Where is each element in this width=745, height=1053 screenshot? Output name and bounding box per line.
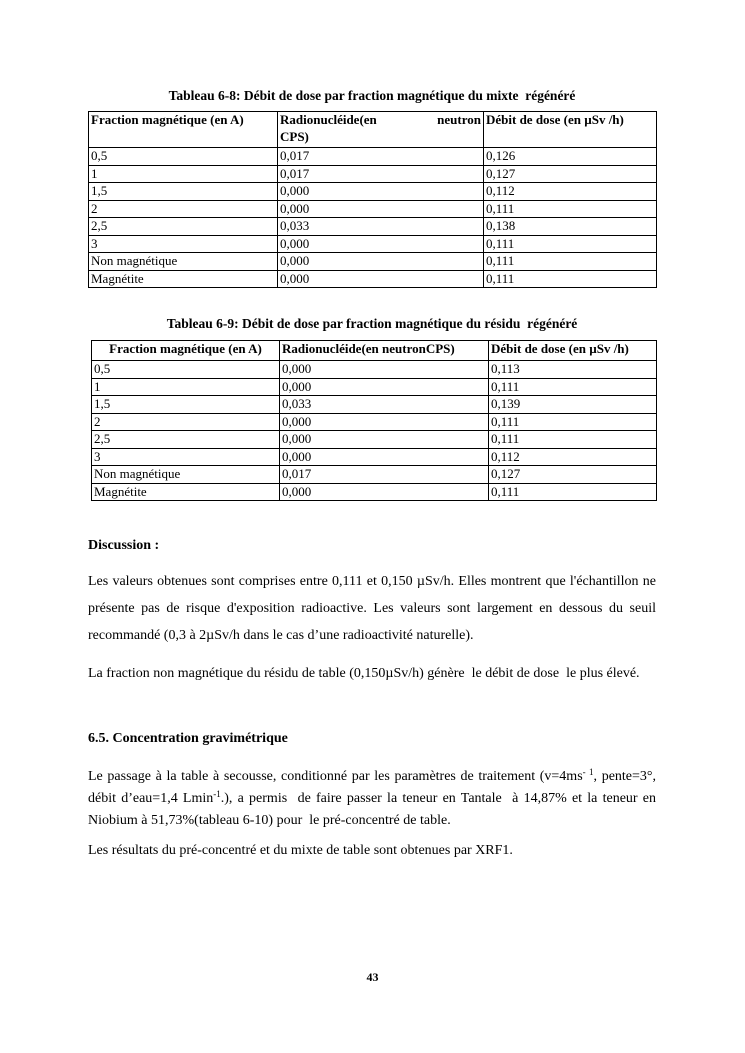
- table-cell: 0,127: [484, 165, 657, 183]
- table-cell: 0,000: [278, 183, 484, 201]
- discussion-heading: Discussion :: [88, 538, 160, 553]
- table-cell: 0,000: [280, 431, 489, 449]
- table-cell: 0,127: [489, 466, 657, 484]
- table-cell: 0,033: [278, 218, 484, 236]
- table-cell: Non magnétique: [89, 253, 278, 271]
- column-header-fraction: Fraction magnétique (en A): [92, 341, 280, 361]
- table-6-9-body: [92, 361, 657, 501]
- table-row: [92, 361, 657, 379]
- table-row: [89, 200, 657, 218]
- section-6-5-paragraph-1: [88, 766, 660, 832]
- table-cell: 0,126: [484, 148, 657, 166]
- header-text: Radionucléide(en: [280, 112, 377, 127]
- discussion-paragraph-1: Les valeurs obtenues sont comprises entre 0,111 et 0,150 µSv/h. Elles montrent que l'échantillon ne présente pas de risque d'exposition radioactive. Les valeurs sont largement en dessous du seuil recommandé (0,3 à 2µSv/h dans le cas d’une radioactivité naturelle).: [88, 574, 660, 643]
- section-6-5-paragraph-2: Les résultats du pré-concentré et du mixte de table sont obtenues par XRF1.: [88, 843, 513, 858]
- table-cell: 0,033: [280, 396, 489, 414]
- page-number: 43: [366, 970, 379, 984]
- table-cell: 0,5: [92, 361, 280, 379]
- header-line-1: [280, 112, 481, 129]
- table-cell: Magnétite: [92, 483, 280, 501]
- table-cell: 0,017: [280, 466, 489, 484]
- column-header-radionucleide: Radionucléide(en neutronCPS): [280, 341, 489, 361]
- table-row: [92, 448, 657, 466]
- table-header-row: [92, 341, 657, 361]
- table-row: [89, 183, 657, 201]
- table-cell: 0,000: [278, 270, 484, 288]
- table-row: [89, 148, 657, 166]
- table-6-8: [88, 111, 657, 288]
- table-cell: 2,5: [89, 218, 278, 236]
- table-cell: 0,139: [489, 396, 657, 414]
- table-cell: 0,111: [484, 270, 657, 288]
- table-cell: 1: [89, 165, 278, 183]
- section-6-5-heading: 6.5. Concentration gravimétrique: [88, 731, 288, 746]
- table-cell: 2: [89, 200, 278, 218]
- table-cell: 0,111: [489, 483, 657, 501]
- table-row: [92, 431, 657, 449]
- table-row: [92, 466, 657, 484]
- table-row: [89, 218, 657, 236]
- table-row: [89, 165, 657, 183]
- paragraph-text: Le passage à la table à secousse, conditionné par les paramètres de traitement (v=4ms: [88, 769, 583, 784]
- table-cell: 0,000: [280, 378, 489, 396]
- table-row: [92, 396, 657, 414]
- table-row: [92, 378, 657, 396]
- table-row: [92, 483, 657, 501]
- column-header-fraction: Fraction magnétique (en A): [89, 112, 278, 148]
- table-cell: Non magnétique: [92, 466, 280, 484]
- table-cell: 2: [92, 413, 280, 431]
- table-cell: 0,111: [489, 378, 657, 396]
- table-cell: 0,111: [484, 200, 657, 218]
- column-header-debit: Débit de dose (en µSv /h): [489, 341, 657, 361]
- table-header-row: [89, 112, 657, 148]
- table-cell: 0,000: [278, 235, 484, 253]
- table-cell: 0,017: [278, 148, 484, 166]
- table-cell: 0,000: [280, 483, 489, 501]
- table-cell: 0,000: [280, 413, 489, 431]
- superscript-exponent: - 1: [582, 767, 594, 777]
- table-cell: 0,000: [278, 200, 484, 218]
- table-cell: 1,5: [89, 183, 278, 201]
- table-cell: 3: [89, 235, 278, 253]
- table-cell: 3: [92, 448, 280, 466]
- paragraph-text: , pente=3°, débit d’eau=1,4 Lmin: [88, 769, 660, 806]
- superscript-exponent: -1: [213, 789, 221, 799]
- table-cell: 0,138: [484, 218, 657, 236]
- table-row: [89, 270, 657, 288]
- table-cell: Magnétite: [89, 270, 278, 288]
- table-cell: 0,111: [489, 413, 657, 431]
- table-cell: 0,112: [484, 183, 657, 201]
- column-header-debit: Débit de dose (en µSv /h): [484, 112, 657, 148]
- discussion-paragraph-2: La fraction non magnétique du résidu de table (0,150µSv/h) génère le débit de dose le plus élevé.: [88, 666, 640, 681]
- table-cell: 0,111: [484, 235, 657, 253]
- table-cell: 0,000: [280, 448, 489, 466]
- table-cell: 1,5: [92, 396, 280, 414]
- table-cell: 2,5: [92, 431, 280, 449]
- column-header-radionucleide: [278, 112, 484, 148]
- table-cell: 0,017: [278, 165, 484, 183]
- table-cell: 0,000: [280, 361, 489, 379]
- table-cell: 0,111: [484, 253, 657, 271]
- table-cell: 0,111: [489, 431, 657, 449]
- table-6-8-body: [89, 148, 657, 288]
- table-6-8-header: [89, 112, 657, 148]
- paragraph-text: .), a permis de faire passer la teneur en Tantale à 14,87% et la teneur en Niobium à 51,73%(tableau 6-10) pour le pré-concentré de table.: [88, 791, 660, 828]
- table-6-9-caption: Tableau 6-9: Débit de dose par fraction magnétique du résidu régénéré: [166, 316, 578, 331]
- table-cell: 0,5: [89, 148, 278, 166]
- table-cell: 0,000: [278, 253, 484, 271]
- header-text: neutron: [437, 112, 481, 127]
- table-cell: 0,113: [489, 361, 657, 379]
- table-row: [89, 235, 657, 253]
- table-row: [89, 253, 657, 271]
- table-cell: 0,112: [489, 448, 657, 466]
- header-line-2: CPS): [280, 128, 309, 144]
- table-6-9-header: [92, 341, 657, 361]
- table-cell: 1: [92, 378, 280, 396]
- table-6-9: [91, 340, 657, 501]
- table-6-8-caption: Tableau 6-8: Débit de dose par fraction magnétique du mixte régénéré: [168, 88, 576, 103]
- table-row: [92, 413, 657, 431]
